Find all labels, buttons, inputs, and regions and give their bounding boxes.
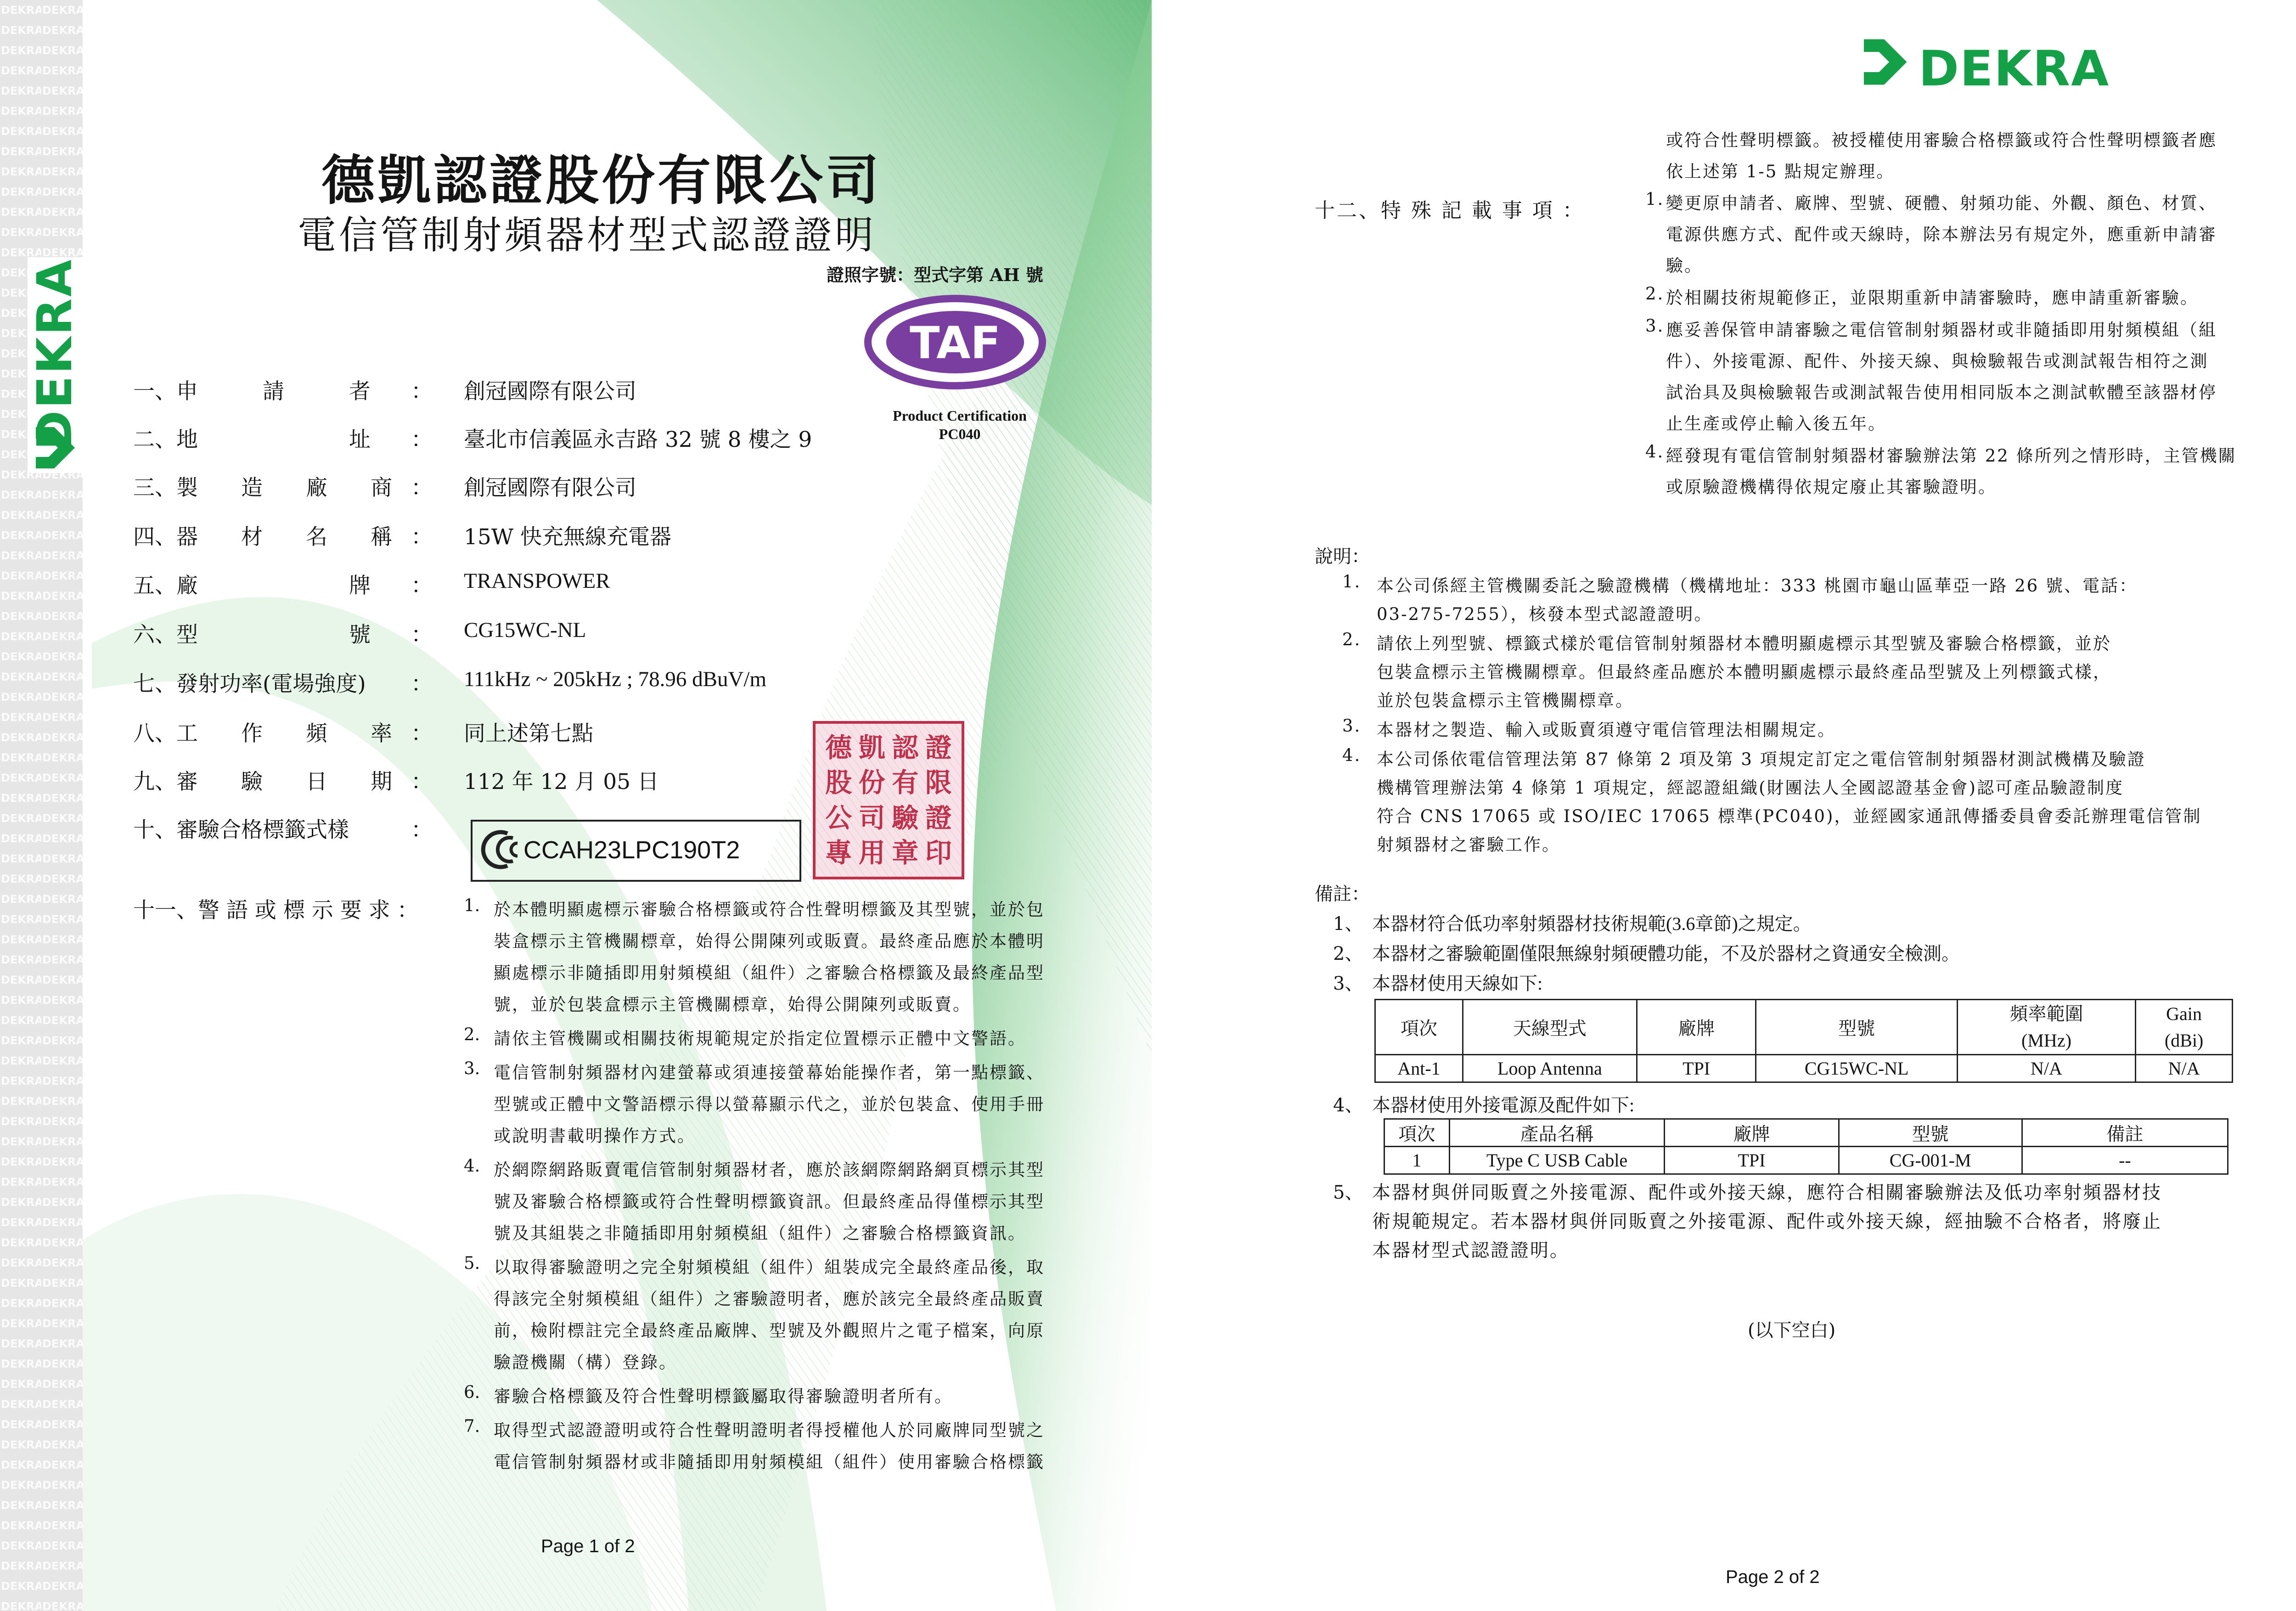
field-label-frequency: 八、工 作 頻 率 (133, 721, 392, 746)
remark-line: 本器材型式認證證明。 (1372, 1240, 1570, 1261)
table-row (1375, 1055, 2233, 1082)
special-item-number: 2. (1645, 284, 1665, 304)
warning-number: 1. (464, 896, 480, 915)
table-header: 備註 (2022, 1119, 2228, 1147)
special-item-line: 件）、外接電源、配件、外接天線、與檢驗報告或測試報告相符之測 (1666, 351, 2209, 371)
note-line: 本公司係經主管機關委託之驗證機構（機構地址：333 桃園市龜山區華亞一路 26 號、電話： (1377, 576, 2138, 596)
warning-number: 6. (464, 1382, 480, 1402)
field-colon: ： (411, 524, 433, 550)
table-header: 產品名稱 (1449, 1119, 1665, 1147)
field-value-address: 臺北市信義區永吉路 32 號 8 樓之 9 (464, 427, 812, 452)
taf-caption (872, 406, 1047, 443)
document-title: 電信管制射頻器材型式認證證明 (298, 213, 877, 258)
remark-text: 本器材使用天線如下: (1372, 973, 1543, 994)
dekra-logo-text: DEKRA (1919, 40, 2110, 97)
field-colon: ： (411, 379, 433, 404)
field-colon: ： (411, 721, 433, 746)
field-colon: ： (411, 671, 433, 697)
field-value-review-date: 112 年 12 月 05 日 (464, 769, 659, 794)
note-number: 1. (1342, 572, 1362, 591)
table-cell: N/A (1957, 1055, 2135, 1082)
side-logo-text: DEKRA (27, 258, 83, 450)
special-item-line: 或原驗證機構得依規定廢止其審驗證明。 (1666, 477, 1997, 497)
remarks-heading: 備註： (1315, 884, 1370, 905)
warning-line: 審驗合格標籤及符合性聲明標籤屬取得審驗證明者所有。 (494, 1386, 953, 1406)
special-item-line: 試治具及與檢驗報告或測試報告使用相同版本之測試軟體至該器材停 (1666, 383, 2217, 402)
certificate-number: 證照字號：型式字第 AH 號 (827, 265, 1043, 285)
remark-number: 2、 (1333, 943, 1363, 964)
blank-below-note: (以下空白) (1748, 1320, 1836, 1341)
field-value-manufacturer: 創冠國際有限公司 (464, 475, 636, 501)
field-colon: ： (411, 622, 433, 648)
table-header: 項次 (1375, 1000, 1463, 1055)
field-label-approval-label: 十、審驗合格標籤式樣 (133, 817, 349, 843)
table-cell: Loop Antenna (1463, 1055, 1637, 1082)
remark-number: 4、 (1333, 1095, 1363, 1116)
table-header: 廠牌 (1637, 1000, 1756, 1055)
field-colon: ： (411, 427, 433, 452)
antenna-table (1374, 999, 2233, 1083)
remark-text: 本器材符合低功率射頻器材技術規範(3.6章節)之規定。 (1372, 913, 1812, 934)
page-number: Page 1 of 2 (541, 1536, 635, 1556)
dekra-logo-icon (1859, 37, 1909, 87)
notes-heading: 說明： (1315, 546, 1370, 567)
table-header: 頻率範圍 (MHz) (1957, 1000, 2135, 1055)
warning-number: 5. (464, 1253, 480, 1273)
field-label-equipment-name: 四、器 材 名 稱 (133, 524, 392, 550)
note-number: 3. (1342, 716, 1362, 736)
field-label-model: 六、型 號 (133, 622, 371, 648)
remark-number: 1、 (1333, 913, 1363, 935)
continued-line: 或符合性聲明標籤。被授權使用審驗合格標籤或符合性聲明標籤者應 (1666, 130, 2217, 150)
table-cell: TPI (1665, 1147, 1839, 1174)
page-number: Page 2 of 2 (1726, 1567, 1820, 1587)
field-label-address: 二、地 址 (133, 427, 371, 452)
special-item-line: 驗。 (1666, 256, 1703, 276)
continued-line: 依上述第 1-5 點規定辦理。 (1666, 162, 1895, 181)
warning-line: 得該完全射頻模組（組件）之審驗證明者，應於該完全最終產品販賣 (494, 1289, 1045, 1309)
special-item-number: 3. (1645, 316, 1665, 336)
dekra-watermark-pattern (0, 0, 83, 1611)
taf-caption-line2: PC040 (939, 426, 981, 442)
remark-line: 本器材與併同販賣之外接電源、配件或外接天線，應符合相關審驗辦法及低功率射頻器材技 (1372, 1182, 2162, 1203)
field-value-applicant: 創冠國際有限公司 (464, 379, 636, 404)
note-line: 射頻器材之審驗工作。 (1377, 835, 1560, 855)
warning-line: 電信管制射頻器材或非隨插即用射頻模組（組件）使用審驗合格標籤 (494, 1452, 1045, 1472)
taf-logo (863, 294, 1047, 390)
table-cell: CG15WC-NL (1756, 1055, 1957, 1082)
remark-text: 本器材使用外接電源及配件如下: (1372, 1095, 1635, 1115)
note-line: 03-275-7255），核發本型式認證證明。 (1377, 604, 1713, 624)
warning-line: 號及其組裝之非隨插即用射頻模組（組件）之審驗合格標籤資訊。 (494, 1223, 1026, 1243)
note-line: 並於包裝盒標示主管機關標章。 (1377, 691, 1634, 710)
warning-line: 型號或正體中文警語標示得以螢幕顯示代之，並於包裝盒、使用手冊 (494, 1094, 1045, 1114)
warning-line: 於本體明顯處標示審驗合格標籤或符合性聲明標籤及其型號，並於包 (494, 900, 1045, 919)
table-header: 型號 (1839, 1119, 2022, 1147)
field-colon: ： (411, 475, 433, 501)
accessory-table (1384, 1118, 2228, 1175)
note-line: 本器材之製造、輸入或販賣須遵守電信管理法相關規定。 (1377, 720, 1836, 740)
remark-number: 5、 (1333, 1182, 1363, 1203)
note-line: 符合 CNS 17065 或 ISO/IEC 17065 標準(PC040)，並經國家通訊傳播委員會委託辦理電信管制 (1377, 806, 2202, 826)
remark-line: 術規範規定。若本器材與併同販賣之外接電源、配件或外接天線，經抽驗不合格者，將廢止 (1372, 1211, 2162, 1232)
warning-number: 2. (464, 1025, 480, 1044)
table-cell: N/A (2136, 1055, 2233, 1082)
note-line: 包裝盒標示主管機關標章。但最終產品應於本體明顯處標示最終產品型號及上列標籤式樣， (1377, 662, 2111, 682)
table-header: 項次 (1384, 1119, 1450, 1147)
approval-label-code: CCAH23LPC190T2 (523, 836, 740, 864)
taf-logo-text: TAF (910, 317, 1001, 369)
table-cell: 1 (1384, 1147, 1450, 1174)
note-line: 本公司係依電信管理法第 87 條第 2 項及第 3 項規定訂定之電信管制射頻器材測試機構及驗證 (1377, 749, 2146, 769)
warning-line: 取得型式認證證明或符合性聲明證明者得授權他人於同廠牌同型號之 (494, 1420, 1045, 1440)
warning-line: 裝盒標示主管機關標章，始得公開陳列或販賣。最終產品應於本體明 (494, 931, 1045, 951)
warning-line: 號及審驗合格標籤或符合性聲明標籤資訊。但最終產品得僅標示其型 (494, 1192, 1045, 1211)
special-item-line: 止生產或停止輸入後五年。 (1666, 414, 1886, 434)
remark-number: 3、 (1333, 973, 1363, 994)
field-label-review-date: 九、審 驗 日 期 (133, 769, 392, 794)
table-cell: TPI (1637, 1055, 1756, 1082)
special-item-line: 應妥善保管申請審驗之電信管制射頻器材或非隨插即用射頻模組（組 (1666, 320, 2217, 340)
table-header: Gain (dBi) (2136, 1000, 2233, 1055)
table-header: 廠牌 (1665, 1119, 1839, 1147)
table-row (1384, 1147, 2228, 1174)
note-line: 請依上列型號、標籤式樣於電信管制射頻器材本體明顯處標示其型號及審驗合格標籤，並於 (1377, 634, 2111, 653)
field-value-model: CG15WC-NL (464, 618, 586, 642)
field-label-manufacturer: 三、製 造 廠 商 (133, 475, 392, 501)
note-number: 2. (1342, 630, 1362, 649)
remark-text: 本器材之審驗範圍僅限無線射頻硬體功能，不及於器材之資通安全檢測。 (1372, 943, 1960, 964)
table-header-row (1384, 1119, 2228, 1147)
warning-line: 號，並於包裝盒標示主管機關標章，始得公開陳列或販賣。 (494, 995, 971, 1014)
ncc-mark-icon (480, 827, 521, 873)
table-cell: Type C USB Cable (1449, 1147, 1665, 1174)
warning-line: 於網際網路販賣電信管制射頻器材者，應於該網際網路網頁標示其型 (494, 1160, 1045, 1180)
table-cell: -- (2022, 1147, 2228, 1174)
special-item-line: 電源供應方式、配件或天線時，除本辦法另有規定外，應重新申請審 (1666, 225, 2217, 244)
company-name: 德凱認證股份有限公司 (321, 149, 882, 212)
warning-line: 電信管制射頻器材內建螢幕或須連接螢幕始能操作者，第一點標籤、 (494, 1063, 1045, 1082)
company-seal-stamp: 德 凱 認 證 股 份 有 限 公 司 驗 證 專 用 章 印 (813, 721, 964, 879)
warning-line: 請依主管機關或相關技術規範規定於指定位置標示正體中文警語。 (494, 1029, 1026, 1048)
field-colon: ： (411, 573, 433, 598)
note-number: 4. (1342, 745, 1362, 765)
field-label-applicant: 一、申 請 者 (133, 379, 371, 404)
table-cell: CG-001-M (1839, 1147, 2022, 1174)
table-header-row (1375, 1000, 2233, 1055)
field-value-frequency: 同上述第七點 (464, 721, 593, 746)
special-item-number: 1. (1645, 189, 1665, 209)
special-item-line: 經發現有電信管制射頻器材審驗辦法第 22 條所列之情形時，主管機關 (1666, 446, 2237, 466)
field-value-equipment-name: 15W 快充無線充電器 (464, 524, 672, 550)
warning-line: 驗證機關（構）登錄。 (494, 1352, 677, 1372)
warning-number: 4. (464, 1156, 480, 1176)
warning-number: 3. (464, 1059, 480, 1078)
field-value-brand: TRANSPOWER (464, 569, 610, 593)
table-header: 天線型式 (1463, 1000, 1637, 1055)
field-label-transmit-power: 七、發射功率(電場強度) (133, 671, 366, 697)
special-item-line: 於相關技術規範修正，並限期重新申請審驗時，應申請重新審驗。 (1666, 288, 2199, 308)
dekra-side-strip (0, 0, 83, 1611)
warning-line: 前，檢附標註完全最終產品廠牌、型號及外觀照片之電子檔案，向原 (494, 1321, 1045, 1341)
table-cell: Ant-1 (1375, 1055, 1463, 1082)
warnings-heading: 十一、警 語 或 標 示 要 求 ： (133, 898, 419, 923)
warning-number: 7. (464, 1416, 480, 1436)
field-label-brand: 五、廠 牌 (133, 573, 371, 598)
warning-line: 以取得審驗證明之完全射頻模組（組件）組裝成完全最終產品後，取 (494, 1257, 1045, 1277)
table-header: 型號 (1756, 1000, 1957, 1055)
certificate-page-2 (1152, 0, 2296, 1611)
warning-line: 顯處標示非隨插即用射頻模組（組件）之審驗合格標籤及最終產品型 (494, 963, 1045, 983)
warning-line: 或說明書載明操作方式。 (494, 1126, 696, 1146)
special-heading: 十二、特 殊 記 載 事 項 ： (1315, 199, 1585, 222)
special-item-number: 4. (1645, 442, 1665, 462)
field-value-transmit-power: 111kHz ~ 205kHz ; 78.96 dBuV/m (464, 667, 767, 691)
special-item-line: 變更原申請者、廠牌、型號、硬體、射頻功能、外觀、顏色、材質、 (1666, 193, 2217, 213)
field-colon: ： (411, 769, 433, 794)
taf-caption-line1: Product Certification (893, 407, 1027, 424)
note-line: 機構管理辦法第 4 條第 1 項規定，經認證組織(財團法人全國認證基金會)認可產品驗證制度 (1377, 778, 2124, 798)
field-colon: ： (411, 817, 433, 843)
